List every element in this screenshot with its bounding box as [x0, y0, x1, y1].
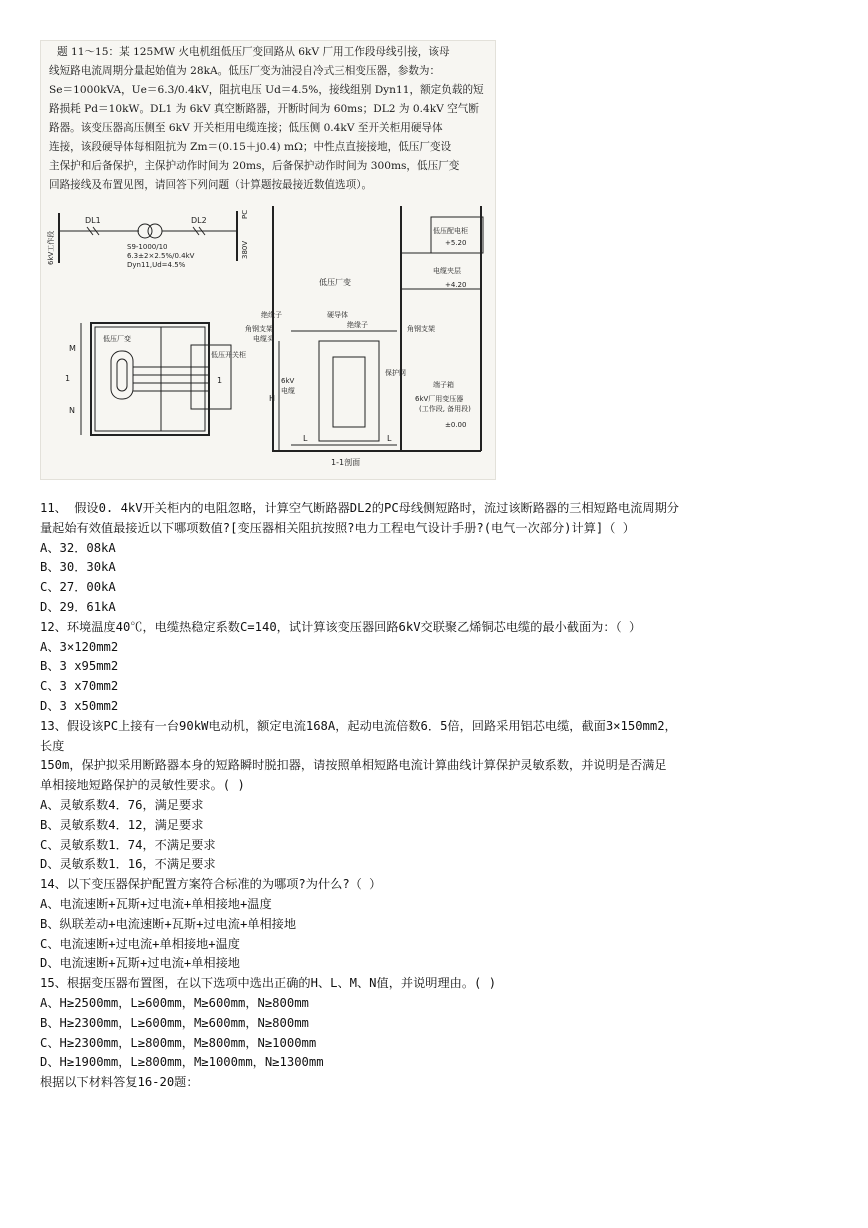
- bus-label: 6kV工作段: [47, 230, 55, 265]
- text-line: 单相接地短路保护的灵敏性要求。( ): [40, 778, 245, 793]
- option-line: B、H≥2300mm，L≥600mm，M≥600mm，N≥800mm: [40, 1015, 309, 1030]
- insulator-label-2: 绝缘子: [347, 321, 368, 329]
- cable-label: 电缆: [281, 387, 295, 395]
- option-line: D、H≥1900mm，L≥800mm，M≥1000mm，N≥1300mm: [40, 1055, 324, 1070]
- text-line: 12、环境温度40℃，电缆热稳定系数C=140，试计算该变压器回路6kV交联聚乙烯铜芯电缆的最小截面为：（ ）: [40, 619, 642, 634]
- mesh-label: 保护网: [385, 369, 406, 377]
- v380-label: 380V: [241, 240, 249, 259]
- text-line: 14、以下变压器保护配置方案符合标准的为哪项?为什么?（ ）: [40, 877, 382, 892]
- intro-line: 路器。该变压器高压侧至 6kV 开关柜用电缆连接；低压侧 0.4kV 至开关柜用硬导体: [49, 122, 443, 134]
- text-line: 长度: [40, 738, 65, 753]
- sw6kv-sub-label: (工作段, 备用段): [419, 405, 471, 413]
- elev-520: +5.20: [445, 239, 467, 247]
- text-line: 量起始有效值最接近以下哪项数值?[变压器相关阻抗按照?电力工程电气设计手册?(电气一次部分)计算]（ ）: [40, 520, 635, 535]
- option-line: B、3 x95mm2: [40, 659, 119, 674]
- tx-ratio: 6.3±2×2.5%/0.4kV: [127, 252, 195, 260]
- intro-line: 主保护和后备保护，主保护动作时间为 20ms，后备保护动作时间为 300ms，低压厂变: [49, 160, 460, 172]
- option-line: A、32．08kA: [40, 540, 116, 555]
- figure-image: [40, 40, 496, 480]
- lv-cabinet-label: 低压配电柜: [433, 227, 468, 235]
- text-line: 150m，保护拟采用断路器本身的短路瞬时脱扣器，请按照单相短路电流计算曲线计算保护灵敏系数，并说明是否满足: [40, 758, 667, 773]
- pc-label: PC: [241, 209, 249, 219]
- option-line: A、灵敏系数4．76，满足要求: [40, 797, 204, 812]
- dim-m: M: [69, 344, 76, 353]
- text-line: 11、 假设0. 4kV开关柜内的电阻忽略，计算空气断路器DL2的PC母线侧短路时，流过该断路器的三相短路电流周期分: [40, 501, 679, 515]
- option-line: C、27．00kA: [40, 580, 116, 595]
- question-list: [40, 499, 852, 1093]
- plan-room-label: 低压厂变: [103, 335, 131, 343]
- plan-switchgear-label: 低压开关柜: [211, 351, 246, 359]
- text-line: 根据以下材料答复16-20题：: [40, 1075, 199, 1090]
- section-view: [245, 206, 483, 467]
- option-line: A、H≥2500mm，L≥600mm，M≥600mm，N≥800mm: [40, 995, 309, 1010]
- busbar-label: 硬导体: [327, 311, 348, 319]
- option-line: D、3 x50mm2: [40, 698, 119, 713]
- angle-label-1: 角钢支架: [245, 325, 273, 333]
- option-line: C、灵敏系数1．74，不满足要求: [40, 837, 216, 852]
- intro-line: Se＝1000kVA，Ue＝6.3/0.4kV，阻抗电压 Ud＝4.5%，接线组别 Dyn11，额定负载的短: [49, 84, 484, 96]
- cable-interlayer-label: 电缆夹层: [433, 267, 461, 275]
- intro-line: 题 11～15：某 125MW 火电机组低压厂变回路从 6kV 厂用工作段母线引接，该母: [57, 46, 450, 58]
- terminal-label: 端子箱: [433, 381, 454, 389]
- option-line: A、电流速断+瓦斯+过电流+单相接地+温度: [40, 896, 272, 911]
- section-mark-left: 1: [65, 374, 71, 383]
- dl1-label: DL1: [85, 216, 101, 225]
- text-line: 15、根据变压器布置图，在以下选项中选出正确的H、L、M、N值，并说明理由。( ): [40, 976, 497, 991]
- intro-line: 回路接线及布置见图，请回答下列问题（计算题按最接近数值选项）。: [49, 179, 373, 191]
- intro-line: 路损耗 Pd＝10kW。DL1 为 6kV 真空断路器，开断时间为 60ms；DL2 为 0.4kV 空气断: [49, 103, 479, 115]
- option-line: D、29．61kA: [40, 599, 116, 614]
- tx-group: Dyn11,Ud=4.5%: [127, 261, 186, 269]
- intro-paragraph: [49, 45, 484, 191]
- sw6kv-label: 6kV厂用变压器: [415, 395, 464, 403]
- option-line: A、3×120mm2: [40, 639, 119, 654]
- section-room-label: 低压厂变: [319, 278, 351, 287]
- section-caption: 1-1剖面: [331, 458, 361, 467]
- plan-view: [65, 323, 246, 435]
- option-line: B、30．30kA: [40, 560, 116, 575]
- option-line: C、H≥2300mm，L≥800mm，M≥800mm，N≥1000mm: [40, 1035, 317, 1050]
- text-line: 13、假设该PC上接有一台90kW电动机，额定电流168A，起动电流倍数6．5倍，回路采用铝芯电缆，截面3×150mm2，: [40, 718, 677, 733]
- tx-model: S9-1000/10: [127, 243, 168, 251]
- cable-head-label: 电缆头: [253, 335, 274, 343]
- option-line: D、电流速断+瓦斯+过电流+单相接地: [40, 956, 240, 971]
- option-line: C、3 x70mm2: [40, 679, 119, 694]
- option-line: B、纵联差动+电流速断+瓦斯+过电流+单相接地: [40, 916, 297, 931]
- intro-line: 线短路电流周期分量起始值为 28kA。低压厂变为油浸自冷式三相变压器，参数为：: [49, 65, 441, 77]
- single-line-diagram: [46, 210, 249, 269]
- dl2-label: DL2: [191, 216, 207, 225]
- option-line: C、电流速断+过电流+单相接地+温度: [40, 936, 240, 951]
- elev-000: ±0.00: [445, 421, 467, 429]
- option-line: B、灵敏系数4．12，满足要求: [40, 817, 204, 832]
- elev-420: +4.20: [445, 281, 467, 289]
- insulator-label-1: 绝缘子: [261, 311, 282, 319]
- angle-label-2: 角钢支架: [407, 325, 435, 333]
- dim-h: H: [269, 394, 276, 403]
- dim-n: N: [69, 406, 75, 415]
- intro-line: 连接，该段硬导体每相阻抗为 Zm＝(0.15＋j0.4) mΩ；中性点直接接地，低压厂变设: [49, 141, 452, 153]
- option-line: D、灵敏系数1．16，不满足要求: [40, 857, 216, 872]
- dim-l-right: L: [387, 434, 392, 443]
- cable-6kv-label: 6kV: [281, 377, 295, 385]
- dim-l-left: L: [303, 434, 308, 443]
- section-mark-right: 1: [217, 376, 223, 385]
